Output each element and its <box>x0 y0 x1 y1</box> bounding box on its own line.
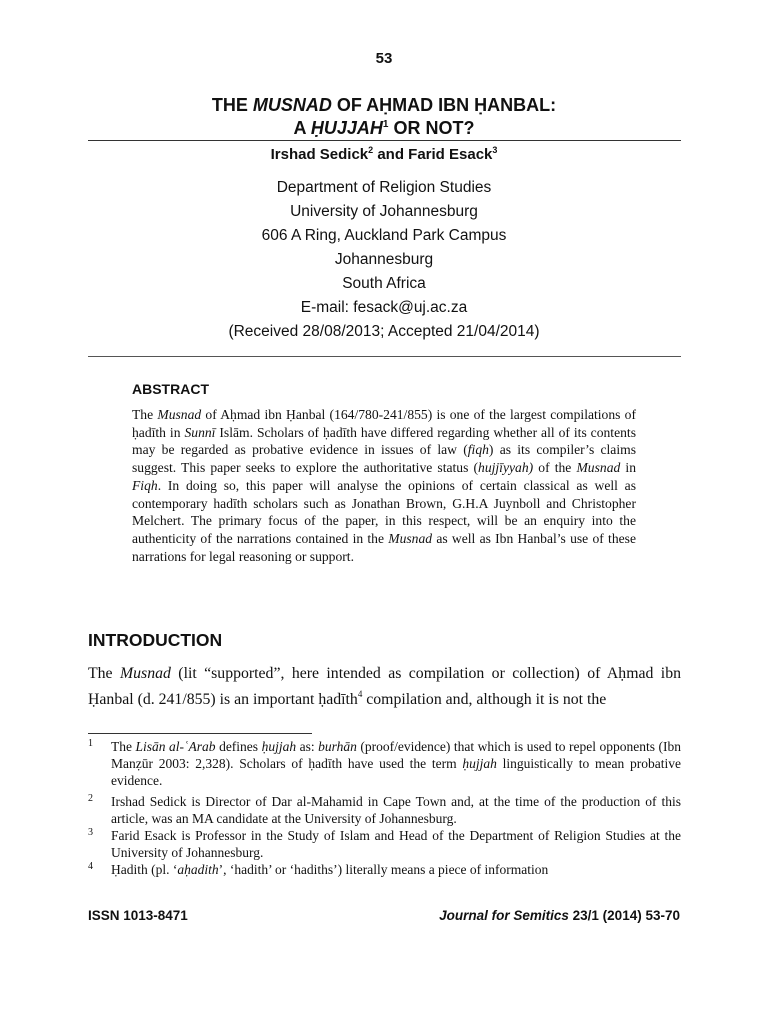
footnote-ref-1[interactable]: 1 <box>382 119 389 130</box>
footnote-ref-2[interactable]: 2 <box>368 145 374 155</box>
journal-issue: 23/1 (2014) 53-70 <box>568 908 680 923</box>
abstract-text: The Musnad of Aḥmad ibn Ḥanbal (164/780-241/855) is one of the largest compilations of ḥadīth in Sunnī Islām. Scholars of ḥadīth have differed regarding whether all of its contents may be regarded as probative evidence in issues of law (fiqh) as its compiler’s claims suggest. This paper seeks to explore the authoritative status (hujjīyyah) of the Musnad in Fiqh. In doing so, this paper will analyse the opinions of certain classical as well as contemporary hadīth scholars such as Jonathan Brown, G.H.A Juynboll and Christopher Melchert. The primary focus of the paper, in this respect, will be an enquiry into the authenticity of the narrations contained in the Musnad as well as Ibn Hanbal’s use of these narrations for legal reasoning or support. <box>132 407 636 564</box>
affiliation-block <box>0 176 768 344</box>
article-title <box>0 94 768 140</box>
title-divider <box>88 140 681 141</box>
footnote-1 <box>88 739 681 789</box>
footer-journal-citation <box>439 908 680 923</box>
footnote-2 <box>88 794 681 828</box>
footnote-number: 2 <box>88 793 93 804</box>
author-line: Irshad Sedick$^2$ and Farid Esack$^3$ <box>270 145 498 163</box>
introduction-heading: INTRODUCTION <box>88 630 223 650</box>
abstract-heading: ABSTRACT <box>132 381 209 397</box>
title-line-1: THE MUSNAD OF AḤMAD IBN ḤANBAL: <box>211 95 557 115</box>
footnote-text: Irshad Sedick is Director of Dar al-Mahamid in Cape Town and, at the time of the production of this article, was an MA candidate at the University of Johannesburg. <box>111 794 681 826</box>
footnote-number: 4 <box>88 861 93 872</box>
footnote-text: Ḥadith (pl. ‘aḥadith’, ‘hadith’ or ‘hadiths’) literally means a piece of information <box>111 862 549 877</box>
journal-name: Journal for Semitics <box>439 908 569 923</box>
affiliation-department: Department of Religion Studies <box>276 179 492 196</box>
footnote-ref-4[interactable]: 4 <box>357 689 363 699</box>
footnote-text: Farid Esack is Professor in the Study of Islam and Head of the Department of Religion Studies at the University of Johannesburg. <box>111 828 681 860</box>
page-number: 53 <box>375 50 393 67</box>
author-name: Irshad Sedick <box>270 146 369 163</box>
introduction-paragraph: The Musnad (lit “supported”, here intended as compilation or collection) of Aḥmad ibn Ḥanbal (d. 241/855) is an important ḥadīth$^4$ compilation and, although it is not the <box>88 665 681 708</box>
author-name: Farid Esack <box>408 146 493 163</box>
affiliation-country: South Africa <box>342 275 426 292</box>
footnote-divider <box>88 733 312 734</box>
footnote-4 <box>88 862 681 879</box>
received-accepted-dates: (Received 28/08/2013; Accepted 21/04/2014) <box>228 323 540 340</box>
author-email: E-mail: fesack@uj.ac.za <box>300 299 468 316</box>
footnote-text: The Lisān al-ʿArab defines ḥujjah as: burhān (proof/evidence) that which is used to repel opponents (Ibn Manẓūr 2003: 2,328). Scholars of ḥadīth have used the term ḥujjah linguistically to mean probative evidence. <box>111 739 681 788</box>
footnote-number: 3 <box>88 827 93 838</box>
affiliation-university: University of Johannesburg <box>290 203 478 220</box>
header-divider <box>88 356 681 357</box>
footnote-ref-3[interactable]: 3 <box>492 145 498 155</box>
footnote-3 <box>88 828 681 862</box>
footnote-number: 1 <box>88 738 93 749</box>
affiliation-campus: 606 A Ring, Auckland Park Campus <box>261 227 507 244</box>
footer-issn: ISSN 1013-8471 <box>88 908 188 923</box>
title-line-2: A ḤUJJAH$^1$ OR NOT? <box>293 118 475 138</box>
affiliation-city: Johannesburg <box>334 251 434 268</box>
